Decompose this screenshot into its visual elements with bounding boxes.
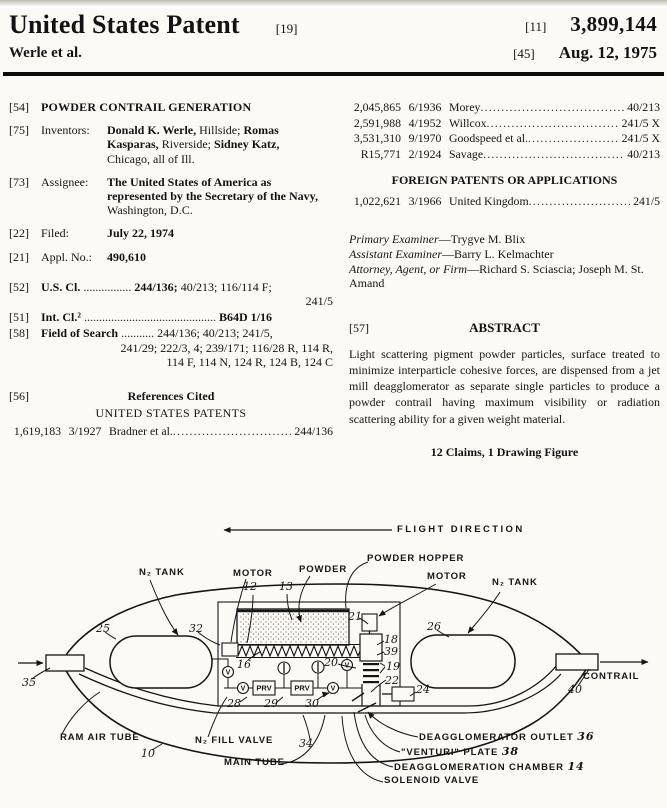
inventors-value: Donald K. Werle, Hillside; Romas Kasparas, Riverside; Sidney Katz, Chicago, all of Ill. bbox=[107, 123, 280, 166]
valve-letter: V bbox=[330, 685, 336, 693]
field-21-appl-no bbox=[9, 250, 333, 264]
appl-no-value: 490,610 bbox=[107, 249, 146, 264]
field-73-assignee bbox=[9, 175, 333, 218]
valve-letter: V bbox=[225, 669, 231, 677]
attorney-line: Attorney, Agent, or Firm—Richard S. Sciascia; Joseph M. St. Amand bbox=[349, 262, 644, 291]
issue-date: Aug. 12, 1975 bbox=[558, 43, 657, 62]
header-left bbox=[9, 10, 297, 62]
n2-tank-right-label: N₂ TANK bbox=[492, 577, 538, 588]
ref-class: 241/5 X bbox=[621, 115, 660, 130]
ref-class: 40/213 bbox=[627, 147, 660, 162]
contrail-outlet-tube bbox=[556, 654, 598, 670]
venturi-plate-text: "VENTURI" PLATE bbox=[401, 747, 499, 758]
right-column bbox=[349, 100, 660, 459]
field-52-bracket: [52] bbox=[9, 279, 29, 294]
header-right bbox=[513, 10, 657, 63]
ref-number: 1,619,183 bbox=[13, 424, 61, 439]
abstract-text: Light scattering pigment powder particles, surface treated to minimize interparticle cohesive forces, are dispensed from a jet mill deagglomerator as separate single particles to produce a powder contrail having maximum visibility or radiation scattering ability for a given weight material. bbox=[349, 346, 660, 426]
numeral-38: 38 bbox=[501, 745, 519, 758]
ram-air-inlet-tube bbox=[46, 655, 84, 671]
ref-date: 9/1970 bbox=[408, 131, 442, 146]
numeral-13: 13 bbox=[279, 580, 293, 593]
ref-number: 1,022,621 bbox=[353, 193, 401, 208]
numeral-14: 14 bbox=[567, 760, 585, 773]
field-58-bracket: [58] bbox=[9, 326, 29, 341]
numeral-39: 39 bbox=[384, 645, 398, 658]
powder-label: POWDER bbox=[299, 564, 348, 575]
issue-date-bracket: [45] bbox=[513, 46, 535, 61]
field-51-int-cl bbox=[9, 310, 333, 324]
numeral-28: 28 bbox=[227, 697, 241, 710]
us-cl-value bbox=[41, 280, 333, 308]
valve-letter: V bbox=[240, 685, 246, 693]
reference-row bbox=[349, 100, 660, 114]
field-75-inventors bbox=[9, 123, 333, 166]
valve-letter: V bbox=[344, 662, 350, 670]
field-52-us-cl bbox=[9, 280, 333, 308]
powder-fill-stipple bbox=[239, 613, 347, 644]
reference-row bbox=[349, 147, 660, 161]
motor-left-label: MOTOR bbox=[233, 568, 273, 579]
search-line1: Field of Search ........... 244/136; 40/213; 241/5, bbox=[41, 326, 273, 341]
ref-date: 3/1927 bbox=[68, 424, 102, 439]
patent-number: 3,899,144 bbox=[570, 12, 657, 36]
numeral-25: 25 bbox=[96, 622, 110, 635]
ref-class: 241/5 bbox=[633, 193, 660, 208]
examiner-block bbox=[349, 232, 660, 291]
numeral-10: 10 bbox=[141, 747, 155, 760]
numeral-12: 12 bbox=[243, 580, 257, 593]
ram-air-tube-label: RAM AIR TUBE bbox=[60, 732, 140, 743]
prv-label: PRV bbox=[294, 683, 310, 693]
venturi-plate-shape bbox=[358, 703, 376, 712]
n2-tank-left-label: N₂ TANK bbox=[139, 567, 185, 578]
powder-hopper-label: POWDER HOPPER bbox=[367, 553, 465, 564]
abstract-heading: ABSTRACT bbox=[469, 319, 540, 335]
auger-screw-zigzag bbox=[238, 646, 366, 656]
main-tube-label: MAIN TUBE bbox=[224, 757, 285, 768]
ref-number: R15,771 bbox=[360, 147, 401, 162]
ref-name: United Kingdom bbox=[449, 193, 529, 208]
references-cited-heading: References Cited bbox=[127, 389, 215, 404]
ref-date: 3/1966 bbox=[408, 193, 442, 208]
ref-number: 2,591,988 bbox=[353, 115, 401, 130]
ref-class: 40/213 bbox=[627, 100, 660, 114]
scan-edge-artifact bbox=[0, 0, 667, 6]
field-58-search bbox=[9, 326, 333, 369]
ref-number: 2,045,865 bbox=[353, 100, 401, 114]
numeral-30: 30 bbox=[305, 697, 319, 710]
field-21-bracket: [21] bbox=[9, 249, 29, 264]
ref-class: 244/136 bbox=[294, 424, 333, 439]
inventor-surname-line: Werle et al. bbox=[9, 45, 82, 61]
ref-date: 6/1936 bbox=[408, 100, 442, 114]
claims-note: 12 Claims, 1 Drawing Figure bbox=[430, 444, 579, 459]
assistant-examiner-line: Assistant Examiner—Barry L. Kelmachter bbox=[349, 246, 554, 261]
n2-tank-left-shape bbox=[110, 636, 212, 688]
us-patents-heading: UNITED STATES PATENTS bbox=[95, 406, 247, 421]
numeral-21: 21 bbox=[348, 610, 362, 623]
assignee-value: The United States of America as represented by the Secretary of the Navy, Washington, D.C. bbox=[107, 174, 318, 218]
deagglomerator-outlet-text: DEAGGLOMERATOR OUTLET bbox=[419, 732, 574, 743]
field-73-bracket: [73] bbox=[9, 174, 29, 189]
field-56-bracket: [56] bbox=[9, 389, 29, 404]
search-line2: 241/29; 222/3, 4; 239/171; 116/28 R, 114 R, bbox=[120, 340, 333, 355]
component-24-box bbox=[392, 687, 414, 701]
field-54-bracket: [54] bbox=[9, 100, 29, 114]
us-cl-line1: U.S. Cl. ................ 244/136; 40/213; 116/114 F; bbox=[41, 279, 272, 294]
ref-name: Morey bbox=[449, 100, 481, 114]
numeral-35: 35 bbox=[22, 676, 36, 689]
numeral-29: 29 bbox=[264, 697, 278, 710]
numeral-20: 20 bbox=[324, 656, 338, 669]
reference-row bbox=[9, 424, 333, 438]
deagglomerator-plates bbox=[363, 663, 379, 683]
tank-feed-pipe bbox=[212, 659, 228, 667]
us-references-continued bbox=[349, 100, 660, 161]
dot-leader bbox=[528, 131, 619, 145]
bibliographic-columns bbox=[0, 76, 667, 459]
field-54 bbox=[9, 100, 333, 114]
numeral-36: 36 bbox=[577, 730, 595, 743]
contrail-label: CONTRAIL bbox=[583, 671, 640, 682]
field-75-bracket: [75] bbox=[9, 123, 29, 138]
numeral-24: 24 bbox=[416, 683, 430, 696]
solenoid-valve-label: SOLENOID VALVE bbox=[384, 775, 480, 786]
int-cl-value: Int. Cl.² ............................................ B64D 1/16 bbox=[41, 310, 272, 325]
kind-code: [19] bbox=[275, 21, 298, 36]
inventors-label: Inventors: bbox=[41, 123, 90, 138]
field-22-bracket: [22] bbox=[9, 226, 29, 241]
dot-leader bbox=[483, 147, 624, 161]
ref-name: Willcox bbox=[449, 115, 487, 130]
venturi-plate-label bbox=[401, 745, 519, 758]
patent-drawing-figure bbox=[0, 516, 667, 808]
filed-label: Filed: bbox=[41, 226, 70, 241]
prv-label: PRV bbox=[256, 683, 272, 693]
field-22-filed bbox=[9, 226, 333, 240]
left-column bbox=[9, 100, 333, 459]
numeral-40: 40 bbox=[568, 683, 582, 696]
us-cl-line2: 241/5 bbox=[305, 294, 333, 309]
assignee-label: Assignee: bbox=[41, 174, 89, 189]
field-57-abstract bbox=[349, 321, 660, 335]
dot-leader bbox=[487, 116, 619, 130]
patent-number-bracket: [11] bbox=[525, 19, 547, 34]
ref-number: 3,531,310 bbox=[353, 131, 401, 146]
ref-name: Bradner et al. bbox=[109, 424, 173, 439]
numeral-34: 34 bbox=[299, 737, 313, 750]
numeral-16: 16 bbox=[237, 658, 251, 671]
n2-fill-valve-label: N₂ FILL VALVE bbox=[195, 735, 274, 746]
appl-no-label: Appl. No.: bbox=[41, 249, 92, 264]
primary-examiner-line: Primary Examiner—Trygve M. Blix bbox=[349, 231, 526, 246]
numeral-22: 22 bbox=[385, 674, 399, 687]
patent-office-title: United States Patent bbox=[9, 10, 240, 39]
numeral-32: 32 bbox=[189, 622, 203, 635]
deagglomerator-top-section bbox=[360, 634, 382, 661]
ref-name: Savage bbox=[449, 147, 484, 162]
dot-leader bbox=[480, 100, 624, 114]
ref-date: 2/1924 bbox=[408, 147, 442, 162]
field-51-bracket: [51] bbox=[9, 310, 29, 325]
ref-name: Goodspeed et al. bbox=[449, 131, 528, 146]
motor-right-label: MOTOR bbox=[427, 571, 467, 582]
ref-class: 241/5 X bbox=[621, 131, 660, 146]
abstract-bracket: [57] bbox=[349, 320, 369, 335]
deagglomeration-chamber-walls bbox=[362, 684, 380, 706]
search-line3: 114 F, 114 N, 124 R, 124 B, 124 C bbox=[166, 354, 333, 369]
dot-leader bbox=[173, 424, 291, 438]
dot-leader bbox=[529, 194, 631, 208]
field-56-references bbox=[9, 389, 333, 403]
flight-direction-label: FLIGHT DIRECTION bbox=[397, 524, 525, 535]
deagglomerator-motor-box bbox=[362, 614, 377, 631]
filed-date: July 22, 1974 bbox=[107, 226, 175, 241]
deagglomeration-chamber-text: DEAGGLOMERATION CHAMBER bbox=[394, 762, 564, 773]
field-of-search-value bbox=[41, 326, 333, 369]
numeral-26: 26 bbox=[427, 620, 441, 633]
numeral-18: 18 bbox=[384, 633, 398, 646]
reference-row bbox=[349, 116, 660, 130]
numeral-19: 19 bbox=[386, 660, 400, 673]
invention-title: POWDER CONTRAIL GENERATION bbox=[41, 100, 252, 114]
n2-tank-right-shape bbox=[411, 635, 515, 688]
hopper-motor-box bbox=[222, 643, 238, 656]
patent-header bbox=[0, 0, 667, 63]
reference-row bbox=[349, 131, 660, 145]
ref-date: 4/1952 bbox=[408, 115, 442, 130]
deagglomeration-chamber-label bbox=[394, 760, 585, 773]
deagglomerator-outlet-label bbox=[419, 730, 594, 743]
foreign-patents-heading: FOREIGN PATENTS OR APPLICATIONS bbox=[391, 173, 618, 188]
reference-row bbox=[349, 194, 660, 208]
